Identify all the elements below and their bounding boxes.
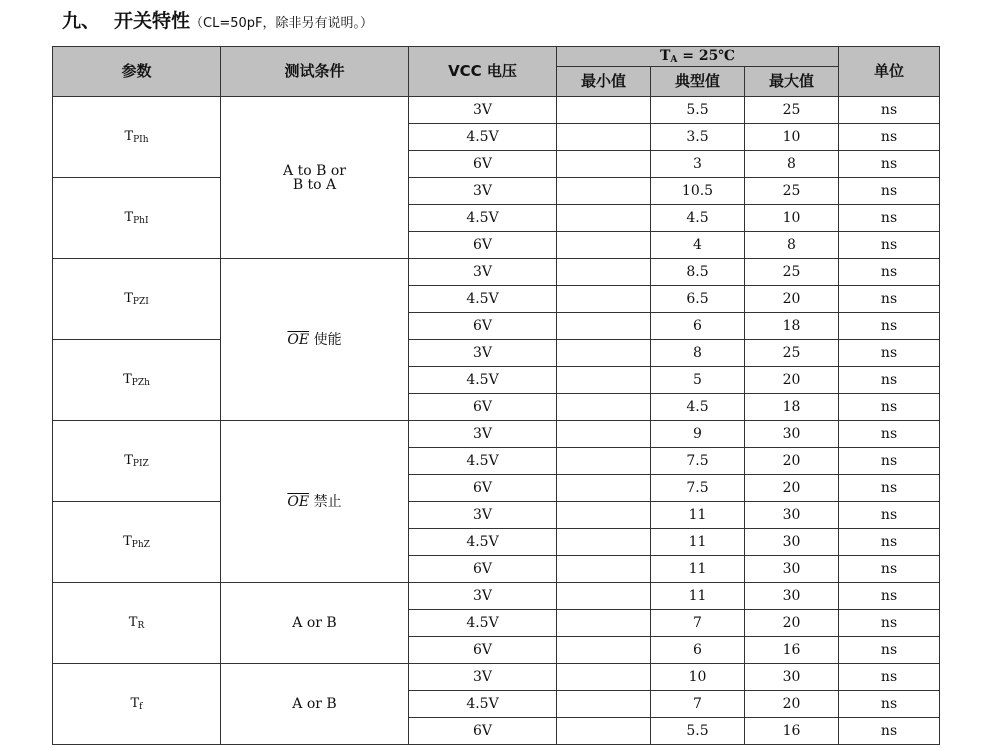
cell-vcc: 3V bbox=[409, 178, 557, 205]
cell-unit: ns bbox=[839, 556, 940, 583]
cell-vcc: 4.5V bbox=[409, 286, 557, 313]
cell-unit: ns bbox=[839, 313, 940, 340]
section-title: 开关特性 bbox=[114, 10, 191, 32]
cell-vcc: 3V bbox=[409, 259, 557, 286]
param-symbol-subscript: R bbox=[137, 620, 145, 631]
param-symbol bbox=[53, 664, 221, 745]
cell-typ: 7.5 bbox=[651, 448, 745, 475]
cell-typ: 4.5 bbox=[651, 205, 745, 232]
cell-typ: 11 bbox=[651, 583, 745, 610]
cell-max: 10 bbox=[745, 205, 839, 232]
cell-typ: 6 bbox=[651, 637, 745, 664]
cell-unit: ns bbox=[839, 205, 940, 232]
table-row bbox=[53, 259, 940, 286]
table-row bbox=[53, 583, 940, 610]
cell-max: 30 bbox=[745, 556, 839, 583]
cell-max: 30 bbox=[745, 529, 839, 556]
cell-unit: ns bbox=[839, 394, 940, 421]
cell-typ: 11 bbox=[651, 556, 745, 583]
cell-vcc: 6V bbox=[409, 475, 557, 502]
oe-signal: $\overline{OE}$ bbox=[287, 331, 310, 348]
test-condition bbox=[221, 97, 409, 259]
cell-vcc: 6V bbox=[409, 637, 557, 664]
cell-min bbox=[557, 367, 651, 394]
cell-unit: ns bbox=[839, 475, 940, 502]
cell-vcc: 4.5V bbox=[409, 529, 557, 556]
param-symbol bbox=[53, 583, 221, 664]
cell-unit: ns bbox=[839, 286, 940, 313]
param-symbol-subscript: PhI bbox=[133, 215, 149, 226]
cell-max: 30 bbox=[745, 502, 839, 529]
test-condition bbox=[221, 664, 409, 745]
param-symbol bbox=[53, 502, 221, 583]
cell-min bbox=[557, 124, 651, 151]
cell-typ: 5.5 bbox=[651, 97, 745, 124]
cell-max: 8 bbox=[745, 232, 839, 259]
switching-characteristics-table bbox=[52, 46, 940, 745]
cell-unit: ns bbox=[839, 691, 940, 718]
cell-unit: ns bbox=[839, 367, 940, 394]
table-row bbox=[53, 421, 940, 448]
cell-unit: ns bbox=[839, 151, 940, 178]
param-symbol-letter: T bbox=[124, 209, 134, 225]
cell-max: 25 bbox=[745, 178, 839, 205]
cell-max: 30 bbox=[745, 583, 839, 610]
condition-line-1: A or B bbox=[292, 615, 337, 631]
table-row bbox=[53, 340, 940, 367]
cell-min bbox=[557, 394, 651, 421]
cell-unit: ns bbox=[839, 502, 940, 529]
cell-max: 20 bbox=[745, 475, 839, 502]
cell-max: 20 bbox=[745, 448, 839, 475]
cell-max: 18 bbox=[745, 394, 839, 421]
cell-min bbox=[557, 637, 651, 664]
cell-unit: ns bbox=[839, 610, 940, 637]
param-symbol-letter: T bbox=[128, 614, 138, 630]
cell-vcc: 4.5V bbox=[409, 610, 557, 637]
section-note: （CL=50pF，除非另有说明。） bbox=[190, 16, 374, 31]
cell-typ: 5.5 bbox=[651, 718, 745, 745]
header-param: 参数 bbox=[53, 47, 221, 97]
header-vcc: VCC 电压 bbox=[409, 47, 557, 97]
cell-min bbox=[557, 664, 651, 691]
param-symbol-letter: T bbox=[123, 371, 132, 387]
cell-max: 16 bbox=[745, 637, 839, 664]
param-symbol-letter: T bbox=[124, 452, 133, 468]
table-row bbox=[53, 664, 940, 691]
param-symbol bbox=[53, 340, 221, 421]
cell-typ: 8 bbox=[651, 340, 745, 367]
cell-min bbox=[557, 421, 651, 448]
cell-vcc: 4.5V bbox=[409, 367, 557, 394]
cell-unit: ns bbox=[839, 664, 940, 691]
header-max: 最大值 bbox=[745, 67, 839, 97]
cell-typ: 11 bbox=[651, 529, 745, 556]
cell-max: 20 bbox=[745, 286, 839, 313]
cell-vcc: 4.5V bbox=[409, 448, 557, 475]
table-row bbox=[53, 178, 940, 205]
cell-min bbox=[557, 502, 651, 529]
cell-vcc: 3V bbox=[409, 583, 557, 610]
cell-min bbox=[557, 340, 651, 367]
cell-unit: ns bbox=[839, 637, 940, 664]
table-body bbox=[53, 97, 940, 745]
cell-typ: 5 bbox=[651, 367, 745, 394]
cell-typ: 11 bbox=[651, 502, 745, 529]
cell-vcc: 3V bbox=[409, 502, 557, 529]
table-row bbox=[53, 502, 940, 529]
cell-min bbox=[557, 448, 651, 475]
cell-min bbox=[557, 151, 651, 178]
param-symbol-subscript: PZh bbox=[131, 377, 150, 388]
cell-vcc: 6V bbox=[409, 232, 557, 259]
cell-max: 20 bbox=[745, 691, 839, 718]
cell-typ: 7 bbox=[651, 691, 745, 718]
header-ta bbox=[557, 47, 839, 67]
condition-text: 使能 bbox=[309, 331, 342, 348]
param-symbol-subscript: PIZ bbox=[132, 458, 149, 469]
header-min: 最小值 bbox=[557, 67, 651, 97]
cell-typ: 3 bbox=[651, 151, 745, 178]
cell-min bbox=[557, 259, 651, 286]
param-symbol bbox=[53, 259, 221, 340]
cell-min bbox=[557, 178, 651, 205]
cell-max: 10 bbox=[745, 124, 839, 151]
cell-typ: 9 bbox=[651, 421, 745, 448]
cell-max: 16 bbox=[745, 718, 839, 745]
param-symbol-subscript: PhZ bbox=[131, 539, 150, 550]
condition-line-1: A or B bbox=[292, 696, 337, 712]
cell-typ: 6 bbox=[651, 313, 745, 340]
table-row bbox=[53, 97, 940, 124]
cell-min bbox=[557, 529, 651, 556]
cell-unit: ns bbox=[839, 583, 940, 610]
cell-vcc: 6V bbox=[409, 556, 557, 583]
param-symbol-subscript: PIh bbox=[133, 134, 149, 145]
cell-min bbox=[557, 691, 651, 718]
param-symbol-letter: T bbox=[130, 695, 140, 711]
header-condition: 测试条件 bbox=[221, 47, 409, 97]
cell-typ: 7 bbox=[651, 610, 745, 637]
cell-unit: ns bbox=[839, 232, 940, 259]
cell-vcc: 3V bbox=[409, 664, 557, 691]
cell-max: 25 bbox=[745, 259, 839, 286]
cell-min bbox=[557, 475, 651, 502]
cell-vcc: 3V bbox=[409, 421, 557, 448]
cell-max: 20 bbox=[745, 367, 839, 394]
param-symbol bbox=[53, 178, 221, 259]
param-symbol-letter: T bbox=[123, 533, 132, 549]
cell-min bbox=[557, 97, 651, 124]
cell-vcc: 4.5V bbox=[409, 124, 557, 151]
cell-min bbox=[557, 583, 651, 610]
cell-vcc: 6V bbox=[409, 313, 557, 340]
cell-vcc: 3V bbox=[409, 340, 557, 367]
header-ta-subscript: A bbox=[670, 54, 678, 65]
cell-typ: 4.5 bbox=[651, 394, 745, 421]
cell-typ: 3.5 bbox=[651, 124, 745, 151]
cell-max: 30 bbox=[745, 664, 839, 691]
cell-typ: 7.5 bbox=[651, 475, 745, 502]
header-typ: 典型值 bbox=[651, 67, 745, 97]
cell-max: 25 bbox=[745, 97, 839, 124]
cell-max: 18 bbox=[745, 313, 839, 340]
oe-signal: $\overline{OE}$ bbox=[287, 493, 310, 510]
param-symbol-subscript: PZI bbox=[132, 296, 149, 307]
cell-min bbox=[557, 610, 651, 637]
cell-max: 30 bbox=[745, 421, 839, 448]
cell-typ: 8.5 bbox=[651, 259, 745, 286]
condition-line-2: B to A bbox=[292, 176, 337, 193]
cell-vcc: 4.5V bbox=[409, 691, 557, 718]
param-symbol bbox=[53, 421, 221, 502]
cell-max: 8 bbox=[745, 151, 839, 178]
cell-typ: 4 bbox=[651, 232, 745, 259]
cell-unit: ns bbox=[839, 448, 940, 475]
cell-vcc: 4.5V bbox=[409, 205, 557, 232]
cell-typ: 6.5 bbox=[651, 286, 745, 313]
cell-typ: 10.5 bbox=[651, 178, 745, 205]
cell-unit: ns bbox=[839, 421, 940, 448]
cell-unit: ns bbox=[839, 97, 940, 124]
param-symbol-subscript: f bbox=[139, 701, 143, 712]
test-condition bbox=[221, 583, 409, 664]
header-unit: 单位 bbox=[839, 47, 940, 97]
section-heading bbox=[62, 6, 373, 36]
cell-max: 20 bbox=[745, 610, 839, 637]
cell-typ: 10 bbox=[651, 664, 745, 691]
test-condition bbox=[221, 421, 409, 583]
cell-min bbox=[557, 205, 651, 232]
cell-vcc: 6V bbox=[409, 394, 557, 421]
test-condition bbox=[221, 259, 409, 421]
param-symbol-letter: T bbox=[124, 290, 133, 306]
cell-min bbox=[557, 313, 651, 340]
header-ta-symbol: T bbox=[659, 47, 671, 64]
param-symbol-letter: T bbox=[124, 128, 134, 144]
cell-unit: ns bbox=[839, 529, 940, 556]
cell-unit: ns bbox=[839, 124, 940, 151]
cell-unit: ns bbox=[839, 718, 940, 745]
condition-text: 禁止 bbox=[309, 493, 342, 510]
cell-min bbox=[557, 232, 651, 259]
cell-vcc: 3V bbox=[409, 97, 557, 124]
cell-min bbox=[557, 556, 651, 583]
cell-vcc: 6V bbox=[409, 151, 557, 178]
header-ta-value: = 25℃ bbox=[677, 47, 736, 64]
cell-min bbox=[557, 718, 651, 745]
cell-vcc: 6V bbox=[409, 718, 557, 745]
section-number: 九、 bbox=[62, 10, 101, 32]
cell-unit: ns bbox=[839, 178, 940, 205]
cell-min bbox=[557, 286, 651, 313]
cell-unit: ns bbox=[839, 340, 940, 367]
cell-max: 25 bbox=[745, 340, 839, 367]
cell-unit: ns bbox=[839, 259, 940, 286]
condition-line-1: A to B or bbox=[283, 162, 346, 179]
param-symbol bbox=[53, 97, 221, 178]
